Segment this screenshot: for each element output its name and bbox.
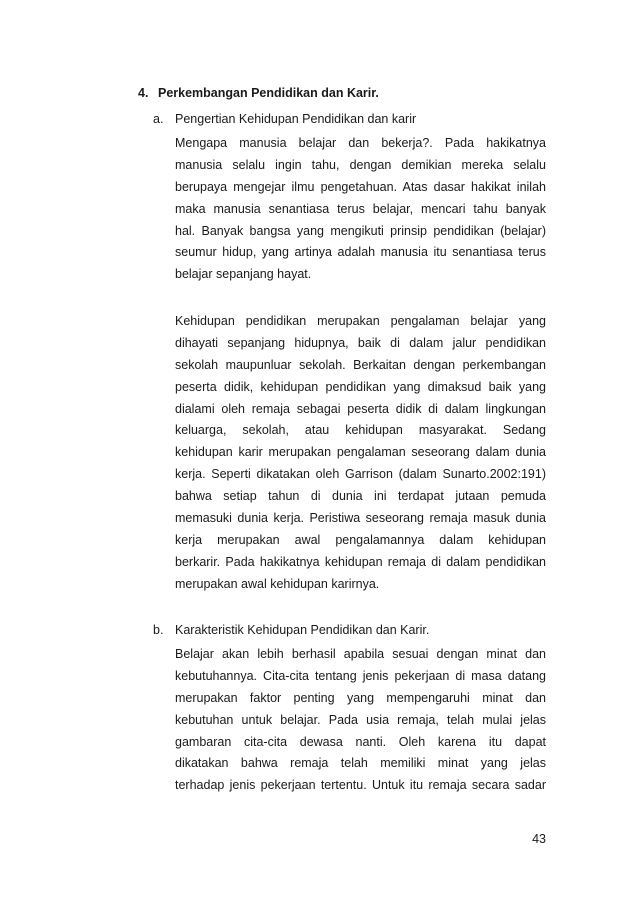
text-line: berkarir. Pada hakikatnya kehidupan remaja di dalam pendidikan: [175, 554, 546, 569]
text-line: terhadap jenis pekerjaan tertentu. Untuk itu remaja secara sadar: [175, 778, 546, 793]
text-line: Mengapa manusia belajar dan bekerja?. Pada hakikatnya: [175, 136, 546, 150]
text-line: dialami oleh remaja sebagai peserta didik di dalam lingkungan: [175, 401, 546, 416]
section-heading: [138, 86, 379, 100]
text-line: gambaran cita-cita dewasa nanti. Oleh karena itu dapat: [175, 734, 546, 749]
subsection-a-title: [153, 112, 416, 126]
text-line: kerja. Seperti dikatakan oleh Garrison (dalam Sunarto.2002:191): [175, 467, 546, 482]
text-line: sekolah maupunluar sekolah. Berkaitan dengan perkembangan: [175, 357, 546, 372]
text-line: Belajar akan lebih berhasil apabila sesuai dengan minat dan: [175, 647, 546, 661]
text-line: bahwa setiap tahun di dunia ini terdapat jutaan pemuda: [175, 489, 546, 504]
text-line: seumur hidup, yang artinya adalah manusia itu senantiasa terus: [175, 245, 546, 260]
subsection-letter: a.: [153, 112, 164, 126]
text-line: dihayati sepanjang hidupnya, baik di dalam jalur pendidikan: [175, 335, 546, 350]
text-line: belajar sepanjang hayat.: [175, 267, 312, 282]
subsection-title-text: Pengertian Kehidupan Pendidikan dan karir: [175, 112, 417, 126]
subsection-b-title: [153, 623, 429, 637]
paragraph-a1: [175, 133, 546, 286]
text-line: memasuki dunia kerja. Peristiwa seseorang remaja masuk dunia: [175, 511, 546, 526]
text-line: kebutuhannya. Cita-cita tentang jenis pekerjaan di masa datang: [175, 668, 546, 683]
section-number: 4.: [138, 86, 149, 100]
subsection-letter: b.: [153, 623, 164, 637]
text-line: kebutuhan untuk belajar. Pada usia remaja, telah mulai jelas: [175, 712, 546, 727]
text-line: kehidupan karir merupakan pengalaman seseorang dalam dunia: [175, 445, 546, 460]
text-line: maka manusia senantiasa terus belajar, mencari tahu banyak: [175, 201, 546, 216]
text-line: dikatakan bahwa remaja telah memiliki minat yang jelas: [175, 756, 546, 771]
text-line: manusia selalu ingin tahu, dengan demikian mereka selalu: [175, 157, 546, 172]
text-line: hal. Banyak bangsa yang mengikuti prinsip pendidikan (belajar): [175, 223, 546, 238]
text-line: merupakan awal kehidupan karirnya.: [175, 576, 380, 591]
paragraph-a2: [175, 311, 546, 596]
page-number: 43: [532, 832, 546, 846]
section-title: Perkembangan Pendidikan dan Karir.: [158, 86, 379, 100]
text-line: keluarga, sekolah, atau kehidupan masyarakat. Sedang: [175, 423, 546, 438]
paragraph-b1: [175, 644, 546, 797]
text-line: Kehidupan pendidikan merupakan pengalaman belajar yang: [175, 314, 546, 328]
text-line: berupaya mengejar ilmu pengetahuan. Atas dasar hakikat inilah: [175, 179, 546, 194]
text-line: peserta didik, kehidupan pendidikan yang dimaksud baik yang: [175, 379, 546, 394]
text-line: kerja merupakan awal pengalamannya dalam kehidupan: [175, 532, 546, 547]
subsection-title-text: Karakteristik Kehidupan Pendidikan dan Karir.: [175, 623, 430, 637]
text-line: merupakan faktor penting yang mempengaruhi minat dan: [175, 690, 546, 705]
